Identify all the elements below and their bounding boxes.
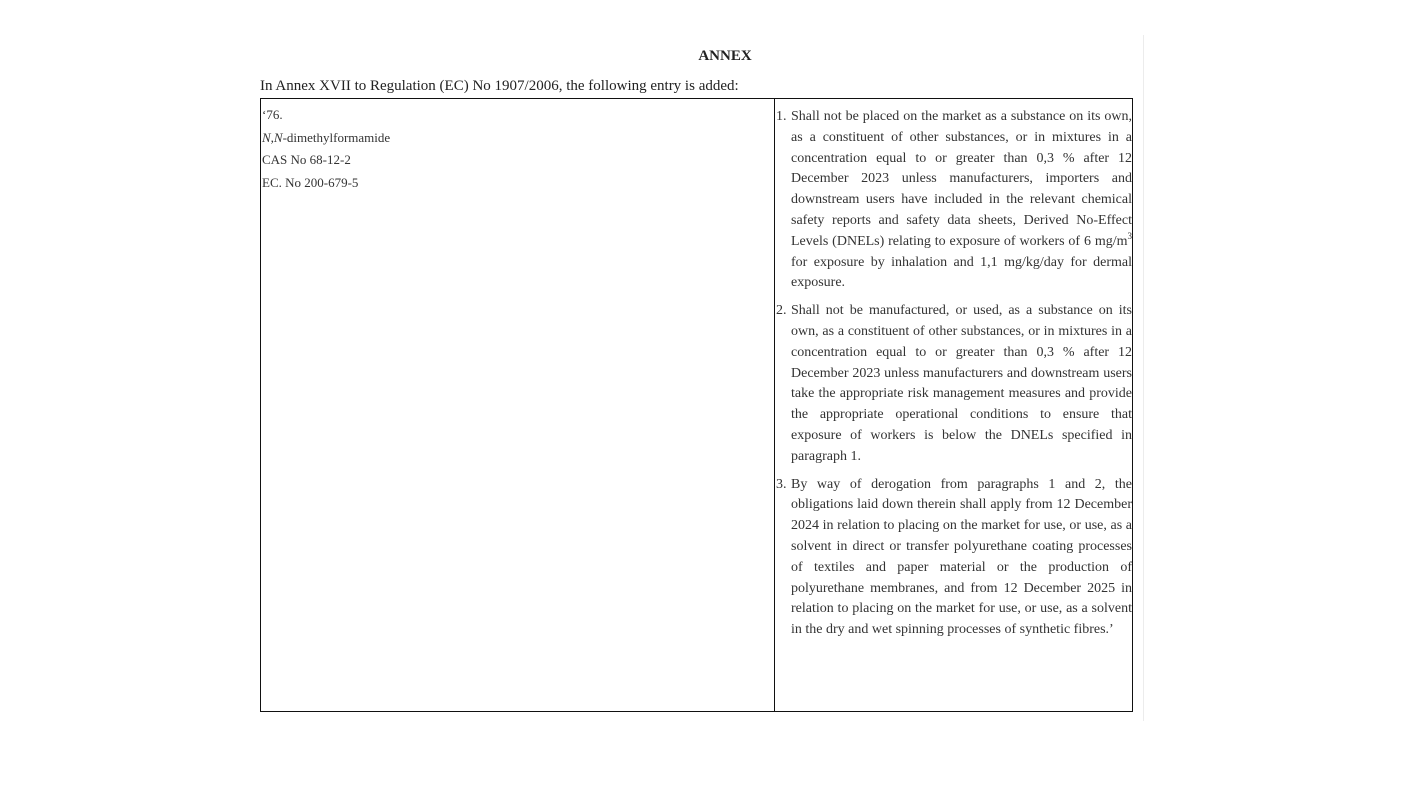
paragraph-number: 1. [776, 109, 787, 124]
annex-entry-table [260, 98, 1133, 712]
superscript: 3 [1127, 230, 1132, 241]
paragraph-text-part: for exposure by inhalation and 1,1 mg/kg/day for dermal exposure. [791, 254, 1132, 291]
paragraph-text: Shall not be manufactured, or used, as a substance on its own, as a constituent of other substances, or in mixtures in a concentration equal to or greater than 0,3 % after 12 December 2023 unless manufacturers and downstream users take the appropriate risk management measures and provide the appropriate operational conditions to ensure that exposure of workers is below the DNELs specified in paragraph 1. [791, 303, 1132, 464]
substance-name-rest: -dimethylformamide [282, 129, 391, 145]
conditions-of-restriction-cell [775, 99, 1132, 711]
condition-paragraph-3 [775, 475, 1132, 641]
paragraph-text: By way of derogation from paragraphs 1 and 2, the obligations laid down therein shall apply from 12 December 2024 in relation to placing on the market for use, or use, as a solvent in direct or transfer polyurethane coating processes of textiles and paper material or the production of polyurethane membranes, and from 12 December 2025 in relation to placing on the market for use, or use, as a solvent in the dry and wet spinning processes of synthetic fibres.’ [791, 476, 1132, 638]
substance-identity-cell [261, 99, 775, 711]
entry-number: ‘76. [262, 107, 283, 122]
annex-title: ANNEX [698, 48, 752, 64]
paragraph-text-part: Shall not be placed on the market as a substance on its own, as a constituent of other substances, or in mixtures in a concentration equal to or greater than 0,3 % after 12 December 2023 unless manufacturers, importers and downstream users have included in the relevant chemical safety reports and safety data sheets, Derived No-Effect Levels (DNELs) relating to exposure of workers of 6 mg/m [791, 109, 1132, 249]
paragraph-text [791, 107, 1132, 294]
paragraph-number: 3. [776, 476, 787, 492]
condition-paragraph-2 [775, 301, 1132, 467]
intro-text: In Annex XVII to Regulation (EC) No 1907/2006, the following entry is added: [260, 78, 739, 94]
substance-name [262, 127, 774, 150]
ec-number: EC. No 200-679-5 [262, 175, 359, 191]
paragraph-number: 2. [776, 303, 787, 319]
substance-name-italic: N,N [262, 129, 283, 145]
page-edge-divider [1143, 35, 1144, 721]
cas-number: CAS No 68-12-2 [262, 152, 351, 168]
condition-paragraph-1 [775, 107, 1132, 294]
